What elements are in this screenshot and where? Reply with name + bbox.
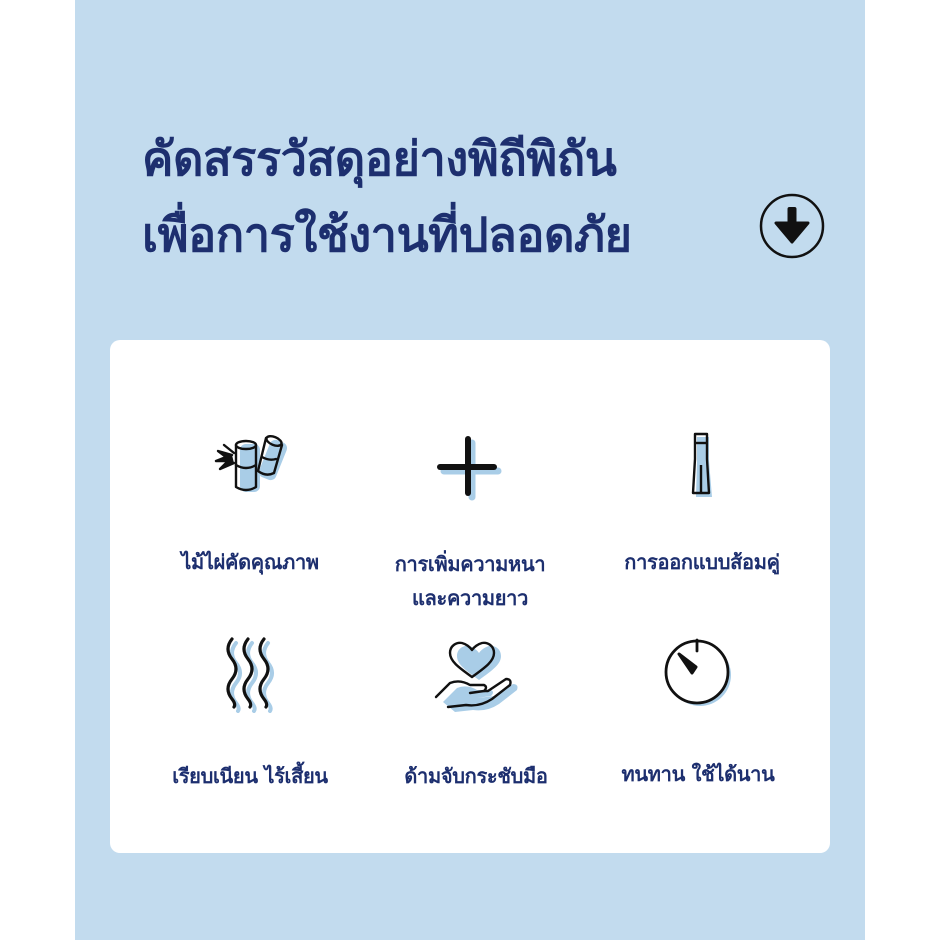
scroll-down-button[interactable] bbox=[758, 192, 826, 260]
smooth-waves-icon bbox=[218, 635, 282, 713]
heart-hand-icon bbox=[434, 637, 518, 713]
chopstick-icon bbox=[687, 431, 717, 497]
feature-label: ไม้ไผ่คัดคุณภาพ bbox=[181, 550, 319, 574]
feature-label: ด้ามจับกระชับมือ bbox=[404, 764, 548, 788]
page-title bbox=[142, 122, 632, 274]
title-line-1: คัดสรรวัสดุอย่างพิถีพิถัน bbox=[142, 132, 617, 187]
bamboo-icon bbox=[214, 431, 294, 497]
feature-label: การเพิ่มความหนา และความยาว bbox=[394, 552, 546, 610]
features-card bbox=[110, 340, 830, 853]
feature-label: เรียบเนียน ไร้เสี้ยน bbox=[172, 764, 328, 788]
feature-label: การออกแบบส้อมคู่ bbox=[624, 550, 780, 574]
title-line-2: เพื่อการใช้งานที่ปลอดภัย bbox=[142, 208, 632, 263]
feature-label: ทนทาน ใช้ได้นาน bbox=[621, 762, 775, 786]
arrow-down-circle-icon bbox=[758, 192, 826, 260]
plus-icon bbox=[434, 431, 506, 503]
timer-icon bbox=[662, 637, 734, 709]
